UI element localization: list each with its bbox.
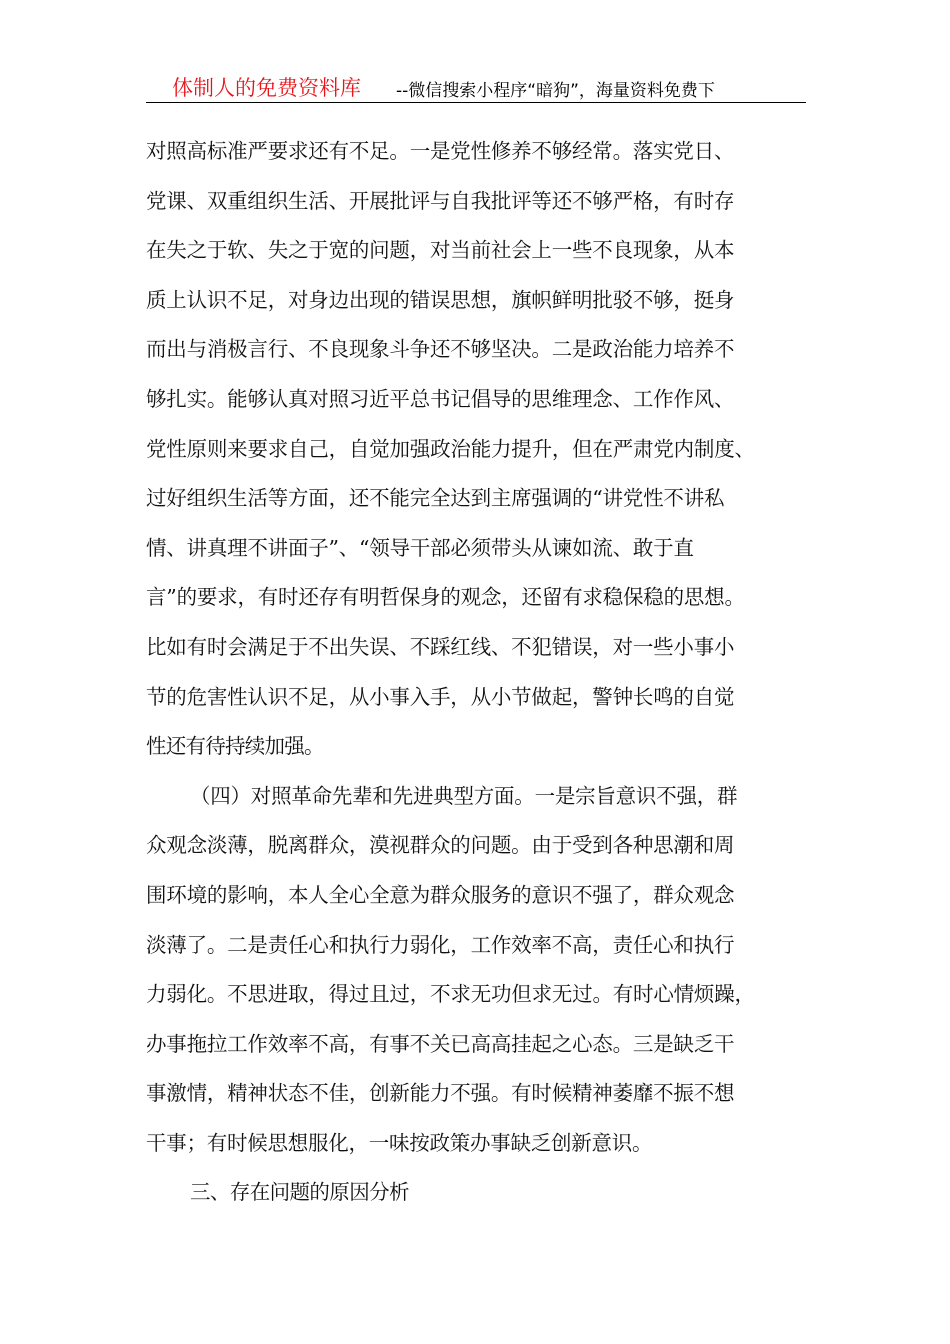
page-header [146, 68, 806, 103]
text-line: 三、存在问题的原因分析 [190, 1180, 409, 1205]
text-line: 而出与消极言行、不良现象斗争还不够坚决。二是政治能力培养不 [146, 337, 735, 362]
text-line: 办事拖拉工作效率不高，有事不关已高高挂起之心态。三是缺乏干 [146, 1031, 735, 1056]
text-line: 力弱化。不思进取，得过且过，不求无功但求无过。有时心情烦躁， [146, 982, 755, 1007]
document-body [146, 127, 814, 1218]
text-line: 质上认识不足，对身边出现的错误思想，旗帜鲜明批驳不够，挺身 [146, 287, 735, 312]
text-line: 事激情，精神状态不佳，创新能力不强。有时候精神萎靡不振不想 [146, 1081, 735, 1106]
text-line: 性还有待持续加强。 [146, 734, 324, 759]
text-line: 比如有时会满足于不出失误、不踩红线、不犯错误，对一些小事小 [146, 634, 735, 659]
text-line: 对照高标准严要求还有不足。一是党性修养不够经常。落实党日、 [146, 139, 735, 163]
header-subtitle: --微信搜索小程序“暗狗”，海量资料免费下 [396, 81, 715, 101]
text-line: 够扎实。能够认真对照习近平总书记倡导的思维理念、工作作风、 [146, 386, 735, 411]
text-line: 众观念淡薄，脱离群众，漠视群众的问题。由于受到各种思潮和周 [146, 833, 735, 858]
text-line: （四）对照革命先辈和先进典型方面。一是宗旨意识不强，群 [190, 783, 738, 808]
text-line: 围环境的影响，本人全心全意为群众服务的意识不强了，群众观念 [146, 882, 735, 907]
text-line: 党课、双重组织生活、开展批评与自我批评等还不够严格，有时存 [146, 188, 735, 213]
text-line: 节的危害性认识不足，从小事入手，从小节做起，警钟长鸣的自觉 [146, 684, 735, 709]
text-line: 干事；有时候思想服化，一味按政策办事缺乏创新意识。 [146, 1130, 653, 1155]
text-line: 言”的要求，有时还存有明哲保身的观念，还留有求稳保稳的思想。 [146, 585, 745, 610]
text-line: 在失之于软、失之于宽的问题，对当前社会上一些不良现象，从本 [146, 238, 735, 263]
header-brand: 体制人的免费资料库 [172, 76, 361, 100]
text-line: 淡薄了。二是责任心和执行力弱化，工作效率不高，责任心和执行 [146, 932, 735, 957]
text-line: 过好组织生活等方面，还不能完全达到主席强调的“讲党性不讲私 [146, 486, 725, 511]
text-line: 情、讲真理不讲面子”、“领导干部必须带头从谏如流、敢于直 [146, 535, 694, 560]
text-line: 党性原则来要求自己，自觉加强政治能力提升，但在严肃党内制度、 [146, 436, 755, 461]
